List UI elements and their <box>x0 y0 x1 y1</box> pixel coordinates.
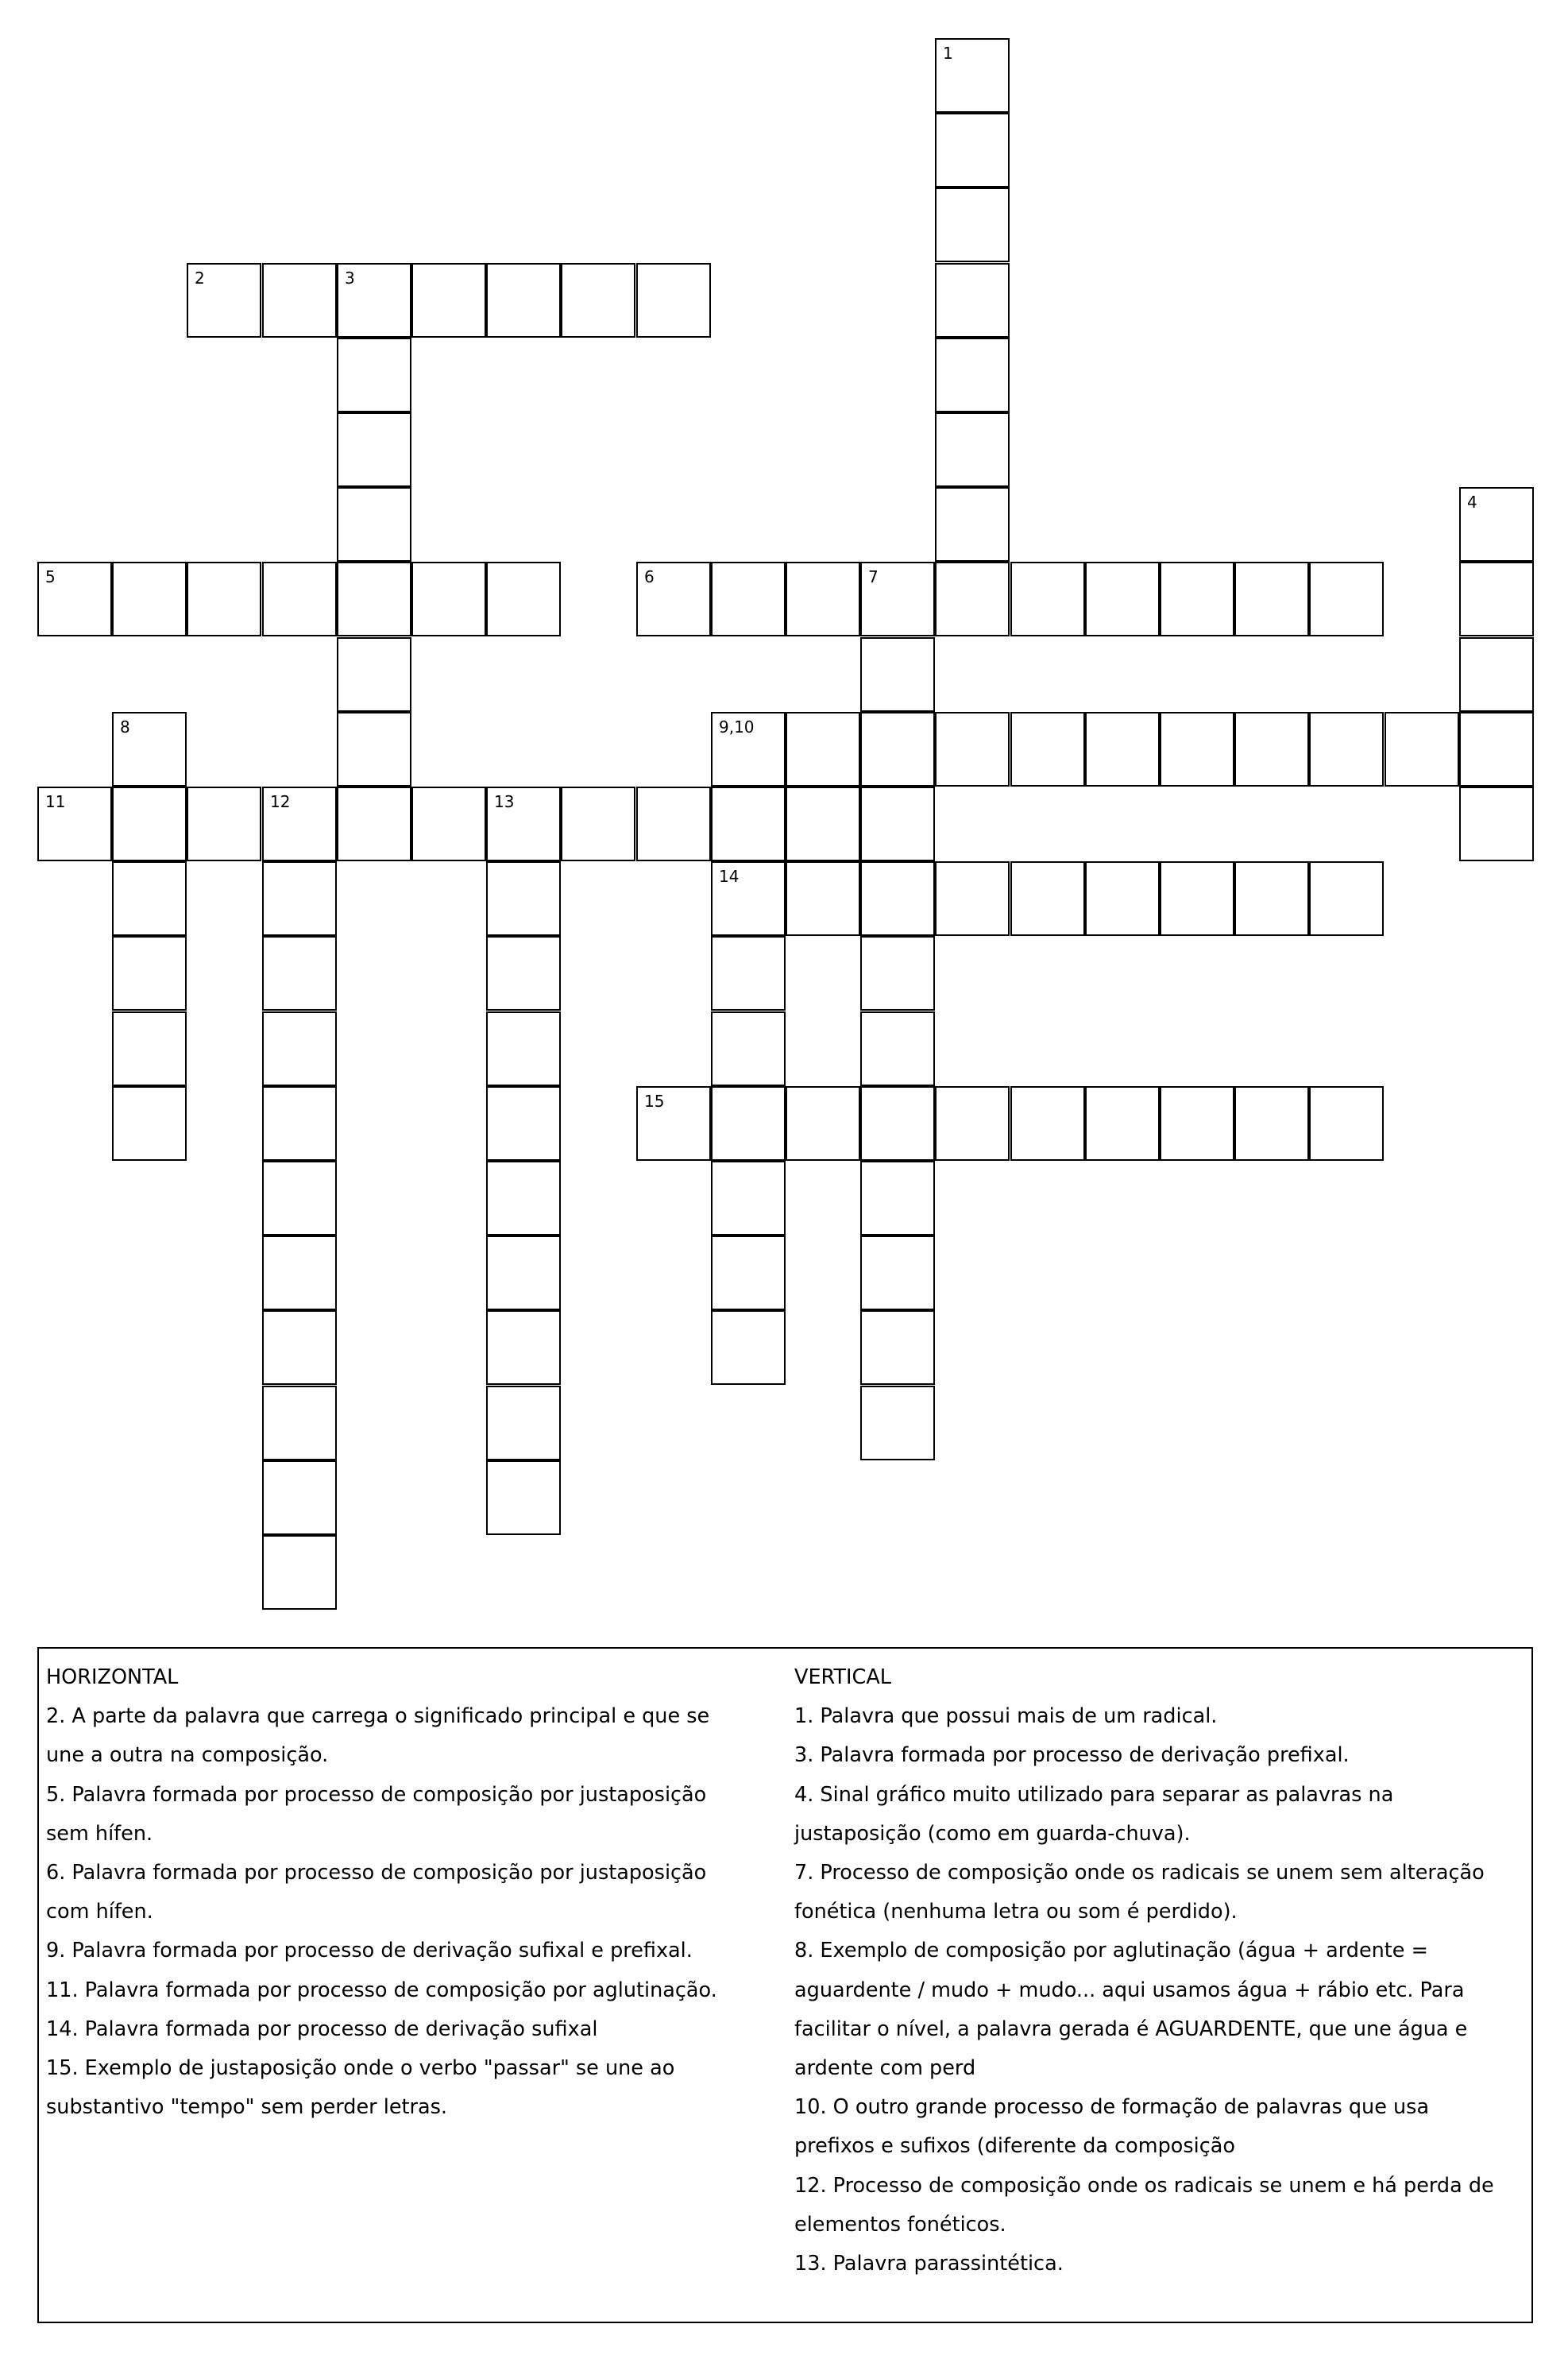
crossword-cell[interactable] <box>1160 861 1234 936</box>
crossword-cell[interactable] <box>337 338 411 412</box>
crossword-cell[interactable] <box>1309 861 1384 936</box>
crossword-cell[interactable] <box>112 1011 187 1086</box>
horizontal-clue-line: 9. Palavra formada por processo de derivação sufixal e prefixal. <box>46 1939 693 1963</box>
crossword-cell[interactable] <box>1010 861 1085 936</box>
crossword-cell[interactable] <box>860 562 935 636</box>
horizontal-clue-line: 11. Palavra formada por processo de composição por aglutinação. <box>46 1978 717 2002</box>
crossword-cell[interactable] <box>860 1011 935 1086</box>
crossword-cell[interactable] <box>262 562 337 636</box>
clue-number: 6 <box>644 567 655 586</box>
vertical-clue-line: 12. Processo de composição onde os radicais se unem e há perda de <box>794 2173 1494 2198</box>
crossword-cell[interactable] <box>1010 1086 1085 1161</box>
crossword-cell[interactable] <box>337 637 411 712</box>
crossword-cell[interactable] <box>711 1086 786 1161</box>
crossword-cell[interactable] <box>112 562 187 636</box>
horizontal-clue-line: 6. Palavra formada por processo de composição por justaposição <box>46 1861 707 1885</box>
crossword-cell[interactable] <box>711 861 786 936</box>
crossword-cell[interactable] <box>860 1310 935 1385</box>
crossword-cell[interactable] <box>935 38 1010 113</box>
crossword-cell[interactable] <box>486 263 561 338</box>
vertical-clue-line: 10. O outro grande processo de formação de palavras que usa <box>794 2095 1430 2120</box>
crossword-cell[interactable] <box>860 936 935 1011</box>
crossword-cell[interactable] <box>337 562 411 636</box>
crossword-cell[interactable] <box>1459 562 1534 636</box>
crossword-cell[interactable] <box>1459 637 1534 712</box>
crossword-cell[interactable] <box>262 1460 337 1535</box>
crossword-cell[interactable] <box>711 712 786 787</box>
crossword-cell[interactable] <box>486 936 561 1011</box>
crossword-cell[interactable] <box>786 562 860 636</box>
crossword-cell[interactable] <box>486 1161 561 1236</box>
crossword-cell[interactable] <box>112 712 187 787</box>
horizontal-clue-line: 15. Exemplo de justaposição onde o verbo "passar" se une ao <box>46 2056 675 2081</box>
crossword-cell[interactable] <box>935 263 1010 338</box>
clue-number: 15 <box>644 1092 665 1111</box>
crossword-cell[interactable] <box>711 1310 786 1385</box>
crossword-cell[interactable] <box>337 263 411 338</box>
crossword-cell[interactable] <box>262 936 337 1011</box>
vertical-clue-line: aguardente / mudo + mudo... aqui usamos água + rábio etc. Para <box>794 1978 1465 2002</box>
crossword-cell[interactable] <box>935 338 1010 412</box>
crossword-cell[interactable] <box>486 1310 561 1385</box>
crossword-cell[interactable] <box>112 787 187 861</box>
crossword-cell[interactable] <box>411 562 486 636</box>
crossword-cell[interactable] <box>935 412 1010 487</box>
crossword-cell[interactable] <box>337 412 411 487</box>
crossword-cell[interactable] <box>1085 712 1160 787</box>
crossword-cell[interactable] <box>935 1086 1010 1161</box>
horizontal-clue-line: 5. Palavra formada por processo de composição por justaposição <box>46 1782 707 1807</box>
crossword-cell[interactable] <box>486 1086 561 1161</box>
crossword-cell[interactable] <box>262 1011 337 1086</box>
vertical-heading: VERTICAL <box>794 1665 891 1689</box>
horizontal-clue-line: 14. Palavra formada por processo de derivação sufixal <box>46 2017 598 2041</box>
vertical-clue-line: 3. Palavra formada por processo de derivação prefixal. <box>794 1743 1350 1768</box>
crossword-cell[interactable] <box>1085 861 1160 936</box>
crossword-cell[interactable] <box>860 1236 935 1310</box>
crossword-cell[interactable] <box>1309 712 1384 787</box>
vertical-clue-line: 13. Palavra parassintética. <box>794 2252 1064 2276</box>
crossword-cell[interactable] <box>1309 1086 1384 1161</box>
crossword-cell[interactable] <box>561 263 635 338</box>
crossword-cell[interactable] <box>860 637 935 712</box>
crossword-cell[interactable] <box>935 562 1010 636</box>
crossword-cell[interactable] <box>636 263 711 338</box>
crossword-cell[interactable] <box>860 712 935 787</box>
crossword-cell[interactable] <box>935 487 1010 562</box>
crossword-cell[interactable] <box>1234 861 1309 936</box>
crossword-cell[interactable] <box>935 712 1010 787</box>
crossword-cell[interactable] <box>486 787 561 861</box>
clue-number: 1 <box>943 44 953 63</box>
crossword-cell[interactable] <box>411 263 486 338</box>
crossword-cell[interactable] <box>1459 487 1534 562</box>
crossword-cell[interactable] <box>860 787 935 861</box>
crossword-cell[interactable] <box>935 113 1010 188</box>
horizontal-clue-line: sem hífen. <box>46 1821 153 1846</box>
crossword-cell[interactable] <box>1010 562 1085 636</box>
crossword-cell[interactable] <box>37 787 112 861</box>
crossword-cell[interactable] <box>262 1535 337 1610</box>
vertical-clue-line: elementos fonéticos. <box>794 2212 1006 2237</box>
horizontal-clue-line: une a outra na composição. <box>46 1743 329 1768</box>
crossword-cell[interactable] <box>486 1011 561 1086</box>
crossword-cell[interactable] <box>786 712 860 787</box>
crossword-cell[interactable] <box>486 1460 561 1535</box>
crossword-cell[interactable] <box>711 1161 786 1236</box>
crossword-cell[interactable] <box>860 1086 935 1161</box>
crossword-cell[interactable] <box>337 787 411 861</box>
crossword-cell[interactable] <box>262 263 337 338</box>
crossword-cell[interactable] <box>636 1086 711 1161</box>
crossword-cell[interactable] <box>1234 562 1309 636</box>
vertical-clues <box>794 1658 1529 2283</box>
crossword-cell[interactable] <box>711 787 786 861</box>
clue-number: 2 <box>195 269 205 288</box>
clue-number: 3 <box>345 269 355 288</box>
crossword-cell[interactable] <box>337 487 411 562</box>
vertical-clue-line: 4. Sinal gráfico muito utilizado para separar as palavras na <box>794 1782 1394 1807</box>
horizontal-clue-line: substantivo "tempo" sem perder letras. <box>46 2095 448 2120</box>
crossword-cell[interactable] <box>1459 712 1534 787</box>
crossword-cell[interactable] <box>1160 1086 1234 1161</box>
crossword-cell[interactable] <box>187 263 261 338</box>
crossword-cell[interactable] <box>262 861 337 936</box>
crossword-cell[interactable] <box>636 787 711 861</box>
crossword-cell[interactable] <box>1085 1086 1160 1161</box>
crossword-cell[interactable] <box>860 861 935 936</box>
clue-number: 8 <box>120 717 130 737</box>
crossword-cell[interactable] <box>187 787 261 861</box>
vertical-clue-line: ardente com perd <box>794 2056 976 2081</box>
vertical-clue-line: facilitar o nível, a palavra gerada é AGUARDENTE, que une água e <box>794 2017 1468 2041</box>
crossword-cell[interactable] <box>561 787 635 861</box>
crossword-cell[interactable] <box>1160 712 1234 787</box>
crossword-cell[interactable] <box>37 562 112 636</box>
clue-number: 7 <box>868 567 879 586</box>
clue-number: 14 <box>719 867 740 886</box>
vertical-clue-line: 8. Exemplo de composição por aglutinação (água + ardente = <box>794 1939 1428 1963</box>
vertical-clue-line: 1. Palavra que possui mais de um radical. <box>794 1704 1218 1729</box>
clues-box <box>37 1647 1533 2323</box>
crossword-cell[interactable] <box>1385 712 1459 787</box>
crossword-cell[interactable] <box>486 1236 561 1310</box>
clue-number: 4 <box>1467 493 1477 512</box>
crossword-cell[interactable] <box>337 712 411 787</box>
horizontal-clues <box>46 1658 785 2127</box>
crossword-cell[interactable] <box>786 861 860 936</box>
vertical-clue-line: prefixos e sufixos (diferente da composição <box>794 2134 1235 2159</box>
crossword-cell[interactable] <box>262 1161 337 1236</box>
clue-number: 11 <box>45 792 66 811</box>
horizontal-clue-line: com hífen. <box>46 1900 153 1924</box>
vertical-clue-line: fonética (nenhuma letra ou som é perdido). <box>794 1900 1238 1924</box>
crossword-cell[interactable] <box>411 787 486 861</box>
crossword-cell[interactable] <box>711 1236 786 1310</box>
vertical-clue-line: justaposição (como em guarda-chuva). <box>794 1821 1191 1846</box>
crossword-cell[interactable] <box>786 1086 860 1161</box>
clue-number: 12 <box>270 792 291 811</box>
crossword-cell[interactable] <box>112 1086 187 1161</box>
crossword-cell[interactable] <box>1160 562 1234 636</box>
crossword-cell[interactable] <box>860 1161 935 1236</box>
crossword-cell[interactable] <box>486 562 561 636</box>
crossword-cell[interactable] <box>1085 562 1160 636</box>
clue-number: 5 <box>45 567 56 586</box>
horizontal-heading: HORIZONTAL <box>46 1665 179 1689</box>
crossword-cell[interactable] <box>1459 787 1534 861</box>
clue-number: 9,10 <box>719 717 755 737</box>
crossword-cell[interactable] <box>112 861 187 936</box>
crossword-grid <box>37 38 1533 1610</box>
crossword-cell[interactable] <box>935 861 1010 936</box>
crossword-cell[interactable] <box>636 562 711 636</box>
crossword-cell[interactable] <box>187 562 261 636</box>
horizontal-clue-line: 2. A parte da palavra que carrega o significado principal e que se <box>46 1704 710 1729</box>
crossword-cell[interactable] <box>486 1386 561 1460</box>
vertical-clue-line: 7. Processo de composição onde os radicais se unem sem alteração <box>794 1861 1485 1885</box>
crossword-cell[interactable] <box>1309 562 1384 636</box>
clue-number: 13 <box>494 792 515 811</box>
crossword-cell[interactable] <box>1234 1086 1309 1161</box>
crossword-cell[interactable] <box>262 1086 337 1161</box>
crossword-cell[interactable] <box>935 188 1010 262</box>
crossword-cell[interactable] <box>711 1011 786 1086</box>
crossword-cell[interactable] <box>1010 712 1085 787</box>
crossword-cell[interactable] <box>711 562 786 636</box>
crossword-cell[interactable] <box>860 1386 935 1460</box>
crossword-cell[interactable] <box>262 1236 337 1310</box>
crossword-cell[interactable] <box>786 787 860 861</box>
crossword-cell[interactable] <box>262 787 337 861</box>
crossword-cell[interactable] <box>711 936 786 1011</box>
crossword-cell[interactable] <box>1234 712 1309 787</box>
crossword-cell[interactable] <box>486 861 561 936</box>
crossword-cell[interactable] <box>262 1310 337 1385</box>
crossword-cell[interactable] <box>112 936 187 1011</box>
crossword-cell[interactable] <box>262 1386 337 1460</box>
